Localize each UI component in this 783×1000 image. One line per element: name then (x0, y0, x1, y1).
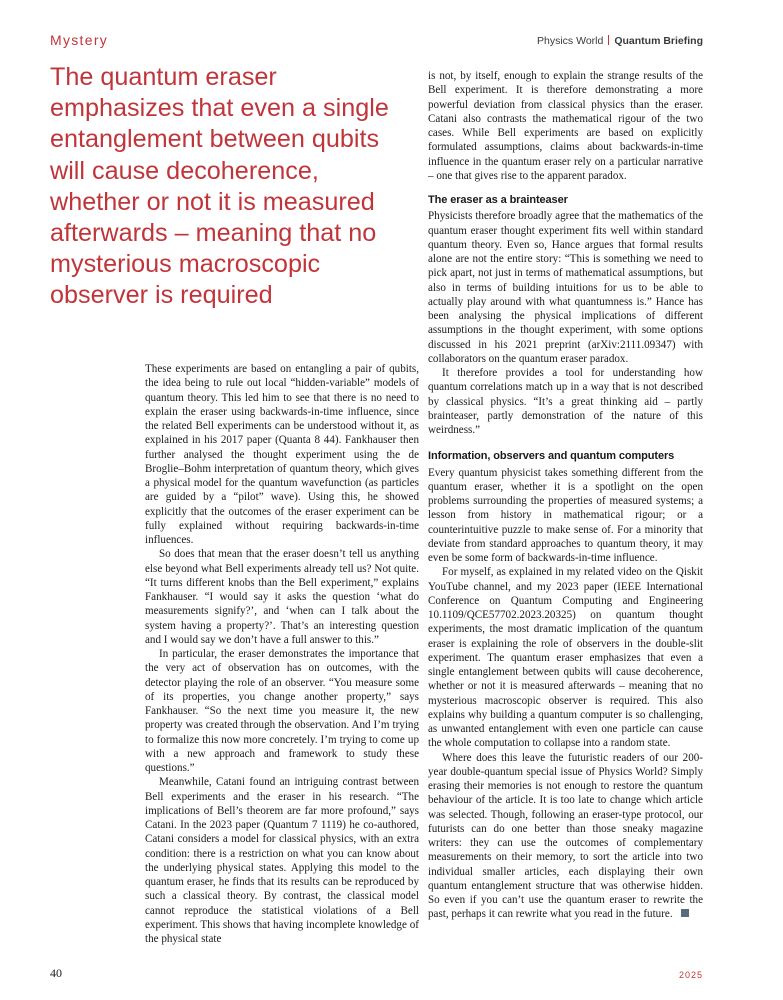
body-paragraph: Every quantum physicist takes something different from the quantum eraser, whether it is a spotlight on the open problems surrounding the properties of measured systems; a lesson from history in mathematical rigour; or a counterintuitive puzzle to make sense of. For a minority that deviate from standard approaches to quantum theory, it may even be some form of backwards-in-time influence. (428, 466, 703, 564)
section-label: Mystery (50, 32, 109, 48)
page-number: 40 (50, 966, 62, 980)
header-divider (608, 35, 609, 45)
body-paragraph: In particular, the eraser demonstrates the importance that the very act of observation has on outcomes, with the detector playing the role of an observer. “You measure some of its properties, you change another property,” says Fankhauser. “So the next time you measure it, the new property was created through the observation. And I’m trying to formalize this now more concretely. I’m trying to come up with a new approach and framework to study these questions.” (145, 648, 419, 774)
footer-year: 2025 (678, 970, 703, 980)
body-paragraph: It therefore provides a tool for understanding how quantum correlations match up in a way that is not described by classical physics. “It’s a great thinking aid – partly brainteaser, partly demonstration of the nature of this weirdness.” (428, 367, 703, 436)
body-paragraph: So does that mean that the eraser doesn’t tell us anything else beyond what Bell experiments already tell us? Not quite. “It turns different knobs than the Bell experiment,” explains Fankhauser. “I would say it asks the question ‘what do measurements signify?’, and ‘when can I talk about the system having a property?’. That’s an interesting question and I would say we don’t have a full answer to this.” (145, 548, 419, 646)
body-text: Where does this leave the futuristic readers of our 200-year double-quantum special issue of Physics World? Simply erasing their memories is not enough to restore the quantum behaviour of the article. It is too late to change which article was selected. Though, following an eraser-type protocol, our futurists can do one better than those sneaky magazine writers: they can use the outcomes of complementary measurements on their memory, to sort the article into two individual smaller articles, each displaying their own quantum entanglement structure that was otherwise hidden. So even if you can’t use the quantum eraser to rewrite the past, perhaps it can rewrite what you read in the future. (428, 751, 703, 921)
body-paragraph: For myself, as explained in my related video on the Qiskit YouTube channel, and my 2023 paper (IEEE International Conference on Quantum Computing and Engineering 10.1109/QCE57702.2023.20325) on quantum thought experiments, the most dramatic implication of the quantum eraser is explaining the role of observers in the double-slit experiment. The quantum eraser emphasizes that even a single entanglement between qubits will cause decoherence, whether or not it is measured afterwards – meaning that no mysterious macroscopic observer is required. This also explains why building a quantum computer is so challenging, as unwanted entanglement with even one particle can cause the whole computation to collapse into a random state. (428, 566, 703, 750)
body-paragraph: These experiments are based on entangling a pair of qubits, the idea being to rule out local “hidden-variable” models of quantum theory. This led him to see that there is no need to explain the eraser using backwards-in-time influence, since the related Bell experiments can be understood without it, as explained in his 2017 paper (Quanta 8 44). Fankhauser then further analysed the thought experiment using the de Broglie–Bohm interpretation of quantum theory, which gives a physical model for the quantum wavefunction (as particles are guided by a “pilot” wave). Using this, he showed explicitly that the outcomes of the eraser experiment can be fully explained without requiring backwards-in-time influences. (145, 363, 419, 546)
briefing-name: Quantum Briefing (614, 35, 703, 47)
final-paragraph (428, 751, 703, 922)
section-heading: The eraser as a brainteaser (428, 194, 568, 206)
right-column (428, 69, 703, 922)
publication-name: Physics World (537, 35, 604, 47)
running-header (537, 35, 703, 47)
end-mark-icon (681, 909, 689, 917)
body-paragraph: is not, by itself, enough to explain the strange results of the Bell experiment. It is therefore demonstrating a more powerful deviation from classical physics than the eraser. Catani also contrasts the mathematical rigour of the two cases. While Bell experiments are based on explicitly formulated assumptions, claims about backwards-in-time influence in the quantum eraser rely on a particular narrative – one that gives rise to the apparent paradox. (428, 70, 703, 182)
section-heading: Information, observers and quantum computers (428, 450, 675, 463)
body-paragraph: Meanwhile, Catani found an intriguing contrast between Bell experiments and the eraser in his research. “The implications of Bell’s theorem are far more profound,” says Catani. In the 2023 paper (Quantum 7 1119) he co-authored, Catani considers a model for classical physics, with an extra condition: there is a restriction on what you can know about the underlying physical states. Applying this model to the quantum eraser, he finds that its results can be reproduced by such a classical theory. By contrast, the classical model cannot reproduce the statistical violations of a Bell experiment. This shows that having incomplete knowledge of the physical state (145, 776, 419, 945)
left-column (145, 362, 419, 946)
pull-quote: The quantum eraser emphasizes that even a single entanglement between qubits will cause decoherence, whether or not it is measured afterwards – meaning that no mysterious macroscopic observer is required (50, 63, 389, 310)
body-paragraph: Physicists therefore broadly agree that the mathematics of the quantum eraser thought experiment fits well within standard quantum theory. Even so, Hance argues that formal results alone are not the entire story: “This is something we need to pick apart, not just in terms of mathematical assumptions, but also in terms of building intuitions for us to be able to actually play around with what quantumness is.” Hance has been analysing the physical implications of different assumptions in the thought experiment, with some options discussed in his 2021 preprint (arXiv:2111.09347) with collaborators on the quantum eraser paradox. (428, 210, 703, 365)
